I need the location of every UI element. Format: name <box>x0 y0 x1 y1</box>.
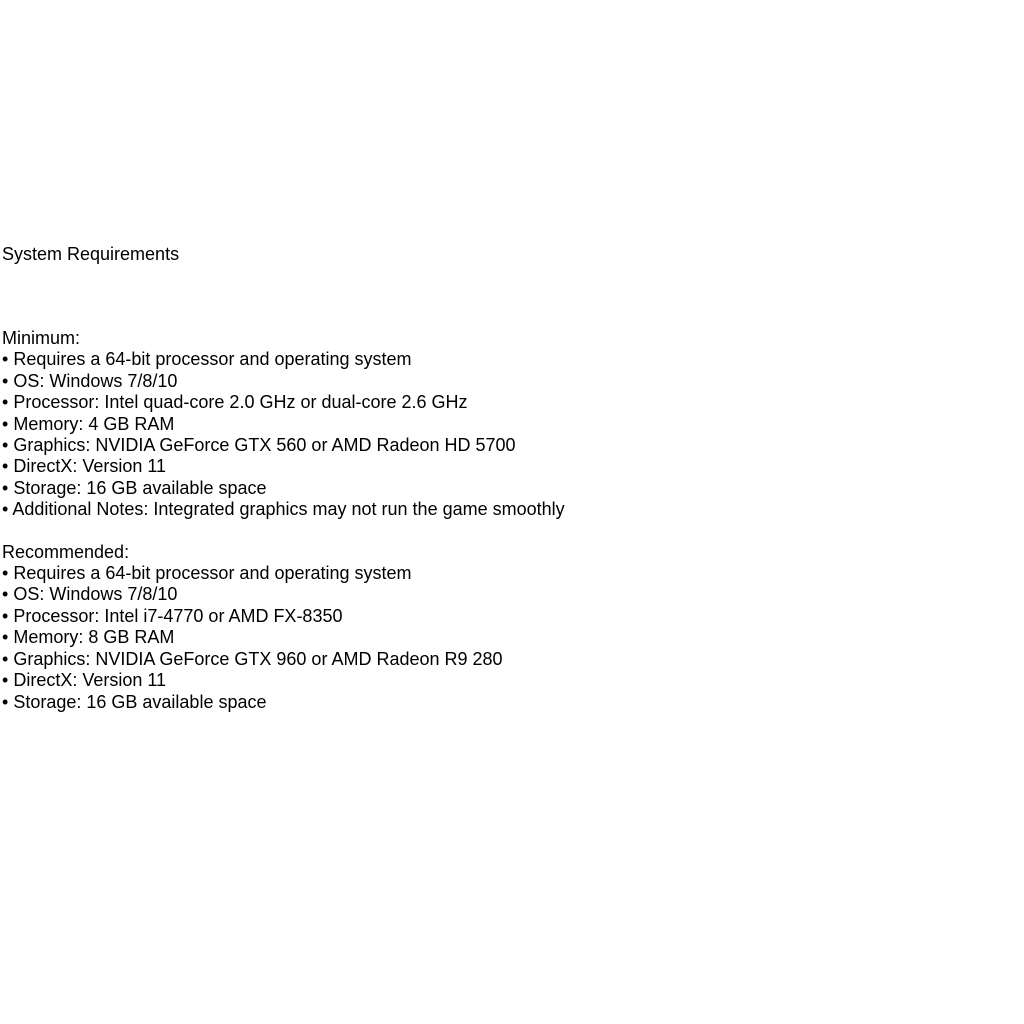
minimum-item-memory <box>2 414 1002 435</box>
list-item-text: Requires a 64-bit processor and operating system <box>13 349 412 370</box>
recommended-item-processor-arch <box>2 563 1002 584</box>
recommended-item-graphics <box>2 649 1002 670</box>
bullet-glyph: • <box>2 392 9 413</box>
list-item-text: OS: Windows 7/8/10 <box>13 370 178 391</box>
list-item-text: OS: Windows 7/8/10 <box>13 584 178 605</box>
bullet-glyph: • <box>2 435 9 456</box>
minimum-item-processor <box>2 392 1002 413</box>
recommended-heading: Recommended: <box>2 541 130 562</box>
bullet-glyph: • <box>2 499 9 520</box>
minimum-requirements-section <box>2 328 1002 521</box>
bullet-glyph: • <box>2 670 9 691</box>
list-item-text: Memory: 4 GB RAM <box>13 413 175 434</box>
list-item-text: Storage: 16 GB available space <box>13 691 267 712</box>
bullet-glyph: • <box>2 413 9 434</box>
minimum-item-notes <box>2 499 1002 520</box>
bullet-glyph: • <box>2 456 9 477</box>
page-title: System Requirements <box>2 244 180 264</box>
bullet-glyph: • <box>2 691 9 712</box>
list-item-text: Memory: 8 GB RAM <box>13 627 175 648</box>
minimum-item-graphics <box>2 435 1002 456</box>
minimum-item-storage <box>2 478 1002 499</box>
recommended-item-os <box>2 584 1002 605</box>
recommended-requirements-list <box>2 563 1002 713</box>
recommended-item-directx <box>2 670 1002 691</box>
bullet-glyph: • <box>2 349 9 370</box>
minimum-heading: Minimum: <box>2 328 81 348</box>
minimum-requirements-list <box>2 349 1002 520</box>
list-item-text: Additional Notes: Integrated graphics may not run the game smoothly <box>12 499 565 520</box>
bullet-glyph: • <box>2 477 9 498</box>
list-item-text: Processor: Intel i7-4770 or AMD FX-8350 <box>13 605 343 626</box>
list-item-text: Storage: 16 GB available space <box>13 477 267 498</box>
bullet-glyph: • <box>2 563 9 584</box>
list-item-text: DirectX: Version 11 <box>13 456 167 477</box>
bullet-glyph: • <box>2 370 9 391</box>
list-item-text: Graphics: NVIDIA GeForce GTX 560 or AMD Radeon HD 5700 <box>13 435 516 456</box>
minimum-item-os <box>2 371 1002 392</box>
list-item-text: Requires a 64-bit processor and operating system <box>13 563 412 584</box>
recommended-item-storage <box>2 692 1002 713</box>
list-item-text: Processor: Intel quad-core 2.0 GHz or dual-core 2.6 GHz <box>13 392 468 413</box>
minimum-item-directx <box>2 456 1002 477</box>
minimum-item-processor-arch <box>2 349 1002 370</box>
list-item-text: Graphics: NVIDIA GeForce GTX 960 or AMD Radeon R9 280 <box>13 648 503 669</box>
list-item-text: DirectX: Version 11 <box>13 670 167 691</box>
bullet-glyph: • <box>2 627 9 648</box>
recommended-item-processor <box>2 606 1002 627</box>
bullet-glyph: • <box>2 584 9 605</box>
recommended-item-memory <box>2 627 1002 648</box>
bullet-glyph: • <box>2 605 9 626</box>
bullet-glyph: • <box>2 648 9 669</box>
system-requirements-document <box>2 242 1002 713</box>
recommended-requirements-section <box>2 542 1002 713</box>
